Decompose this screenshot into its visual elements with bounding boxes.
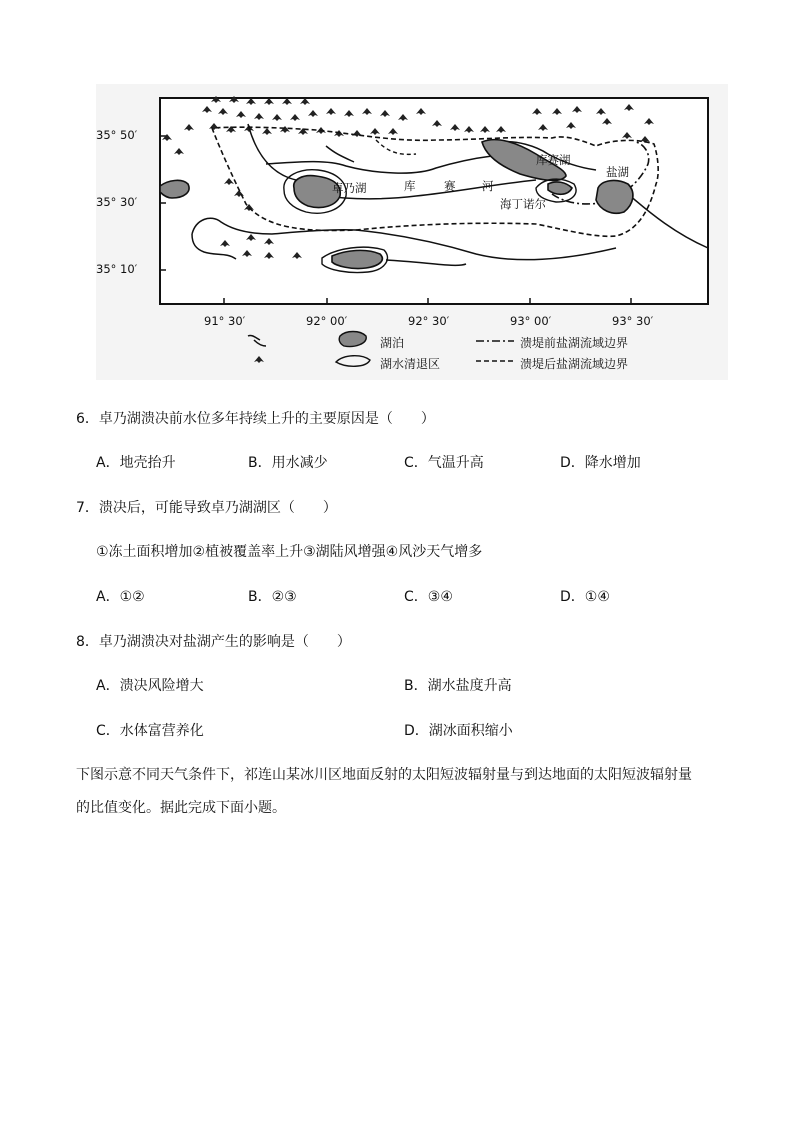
legend-after-label: 溃堤后盐湖流域边界 [520,357,629,371]
legend-before-label: 溃堤前盐湖流域边界 [520,336,629,350]
intro-paragraph-line-2: 的比值变化。据此完成下面小题。 [76,800,286,816]
lake-shape [332,250,382,268]
river-legend-icon [248,335,266,346]
label-kusai-river: 河 [482,179,494,193]
question-8-option-c: C．水体富营养化 [96,723,204,739]
question-6-stem: 6．卓乃湖溃决前水位多年持续上升的主要原因是（ ） [76,411,435,427]
lat-label: 35° 50′ [96,128,138,142]
lon-label: 93° 30′ [612,314,654,328]
lat-label: 35° 10′ [96,262,138,276]
question-8-option-b: B．湖水盐度升高 [404,678,512,694]
lake-salt [596,181,633,214]
question-8-option-a: A．溃决风险增大 [96,678,204,694]
question-8-stem: 8．卓乃湖溃决对盐湖产生的影响是（ ） [76,634,351,650]
question-6-option-b: B．用水减少 [248,455,328,471]
label-kusai-lake: 库赛湖 [536,153,571,167]
lon-label: 91° 30′ [204,314,246,328]
lon-label: 92° 00′ [306,314,348,328]
question-8-option-d: D．湖冰面积缩小 [404,723,513,739]
legend-lake-label: 湖泊 [380,336,405,350]
label-zhuonai-lake: 卓乃湖 [332,181,367,195]
label-salt-lake: 盐湖 [606,165,629,179]
question-7-option-a: A．①② [96,589,145,605]
label-kusai-river: 赛 [444,179,456,193]
question-7-option-d: D．①④ [560,589,610,605]
question-6-option-a: A．地壳抬升 [96,455,176,471]
question-6-option-d: D．降水增加 [560,455,641,471]
lake-shape [160,180,189,198]
lon-label: 93° 00′ [510,314,552,328]
question-7-statements: ①冻土面积增加②植被覆盖率上升③湖陆风增强④风沙天气增多 [96,544,483,560]
question-7-stem: 7．溃决后，可能导致卓乃湖湖区（ ） [76,500,337,516]
question-7-option-c: C．③④ [404,589,453,605]
intro-paragraph-line-1: 下图示意不同天气条件下，祁连山某冰川区地面反射的太阳短波辐射量与到达地面的太阳短波辐射量 [76,767,692,783]
question-7-option-b: B．②③ [248,589,297,605]
exposed-legend-icon [336,356,370,367]
mountain-legend-icon [254,356,264,363]
question-6-option-c: C．气温升高 [404,455,484,471]
lake-legend-icon [339,332,366,347]
label-haidingnuoer: 海丁诺尔 [500,197,546,211]
map-drawing [96,84,728,380]
lat-label: 35° 30′ [96,195,138,209]
legend-exposed-label: 湖水清退区 [380,357,441,371]
lon-label: 92° 30′ [408,314,450,328]
map-figure [96,84,728,380]
label-kusai-river: 库 [404,179,416,193]
